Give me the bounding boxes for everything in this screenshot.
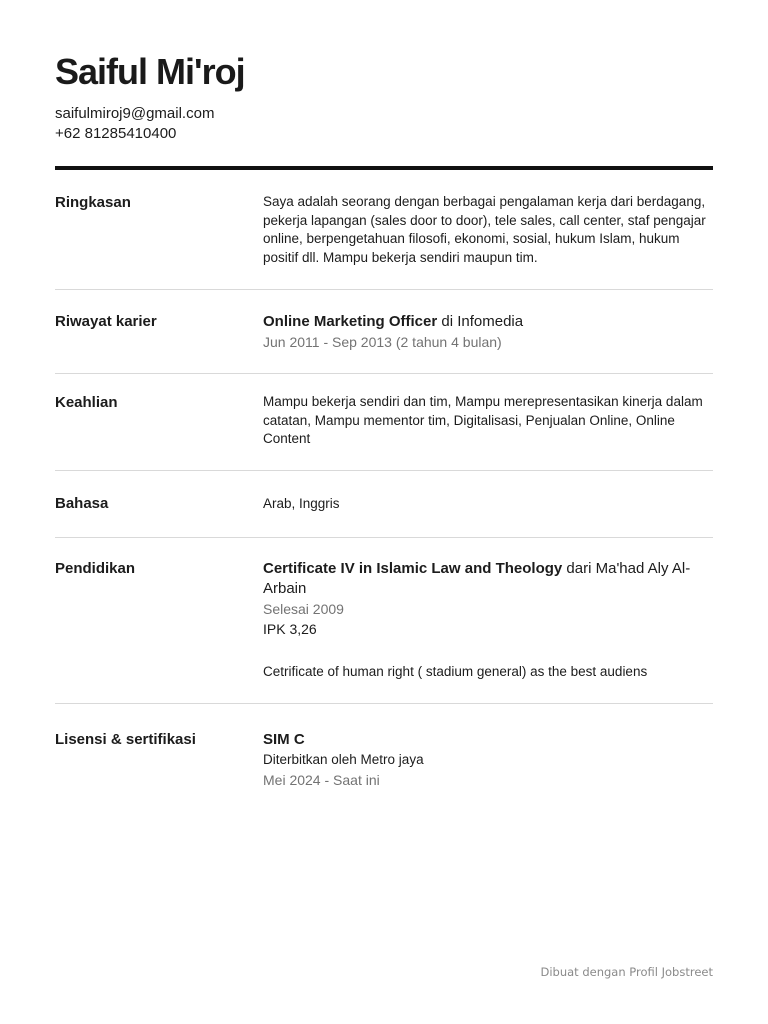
- section-divider: [55, 470, 713, 471]
- license-name: SIM C: [263, 731, 305, 748]
- header-divider: [55, 166, 713, 170]
- section-divider: [55, 373, 713, 374]
- section-divider: [55, 289, 713, 290]
- summary-content: [263, 193, 713, 268]
- education-entry-title: [263, 559, 713, 599]
- institution-name: Ma'had Aly Al-Arbain: [263, 560, 691, 597]
- candidate-name: Saiful Mi'roj: [55, 51, 245, 92]
- phone-text: +62 81285410400: [55, 125, 177, 142]
- licenses-label: Lisensi & sertifikasi: [55, 731, 196, 748]
- section-divider: [55, 703, 713, 704]
- license-period: Mei 2024 - Saat ini: [263, 772, 380, 788]
- email-text: saifulmiroj9@gmail.com: [55, 105, 215, 122]
- education-content: [263, 559, 713, 682]
- section-divider: [55, 537, 713, 538]
- career-connector: di: [437, 313, 458, 330]
- skills-content: [263, 393, 713, 449]
- license-title: [263, 730, 713, 750]
- job-title: Online Marketing Officer: [263, 313, 438, 330]
- career-content: [263, 312, 713, 352]
- career-label: Riwayat karier: [55, 313, 157, 330]
- career-period: Jun 2011 - Sep 2013 (2 tahun 4 bulan): [263, 334, 502, 350]
- education-gpa: IPK 3,26: [263, 621, 317, 637]
- company-name: Infomedia: [457, 313, 524, 330]
- languages-label: Bahasa: [55, 495, 109, 512]
- footer-credit: Dibuat dengan Profil Jobstreet: [540, 965, 713, 979]
- licenses-content: [263, 730, 713, 790]
- education-label: Pendidikan: [55, 560, 136, 577]
- languages-content: [263, 494, 713, 514]
- skills-label: Keahlian: [55, 394, 118, 411]
- summary-label: Ringkasan: [55, 194, 131, 211]
- license-issuer: Diterbitkan oleh Metro jaya: [263, 752, 424, 767]
- education-note: Cetrificate of human right ( stadium general) as the best audiens: [263, 664, 648, 679]
- education-finished: Selesai 2009: [263, 601, 344, 617]
- education-connector: dari: [562, 560, 596, 577]
- career-entry-title: [263, 312, 713, 332]
- summary-text: Saya adalah seorang dengan berbagai pengalaman kerja dari berdagang, pekerja lapangan (sales door to door), tele sales, call center, staf pengajar online, berpengetahuan filosofi, ekonomi, sosial, hukum Islam, hukum positif dll. Mampu bekerja sendiri maupun tim.: [263, 194, 706, 266]
- degree-title: Certificate IV in Islamic Law and Theology: [263, 560, 563, 577]
- skills-text: Mampu bekerja sendiri dan tim, Mampu merepresentasikan kinerja dalam catatan, Mampu mementor tim, Digitalisasi, Penjualan Online, Online Content: [263, 394, 703, 447]
- languages-text: Arab, Inggris: [263, 496, 340, 511]
